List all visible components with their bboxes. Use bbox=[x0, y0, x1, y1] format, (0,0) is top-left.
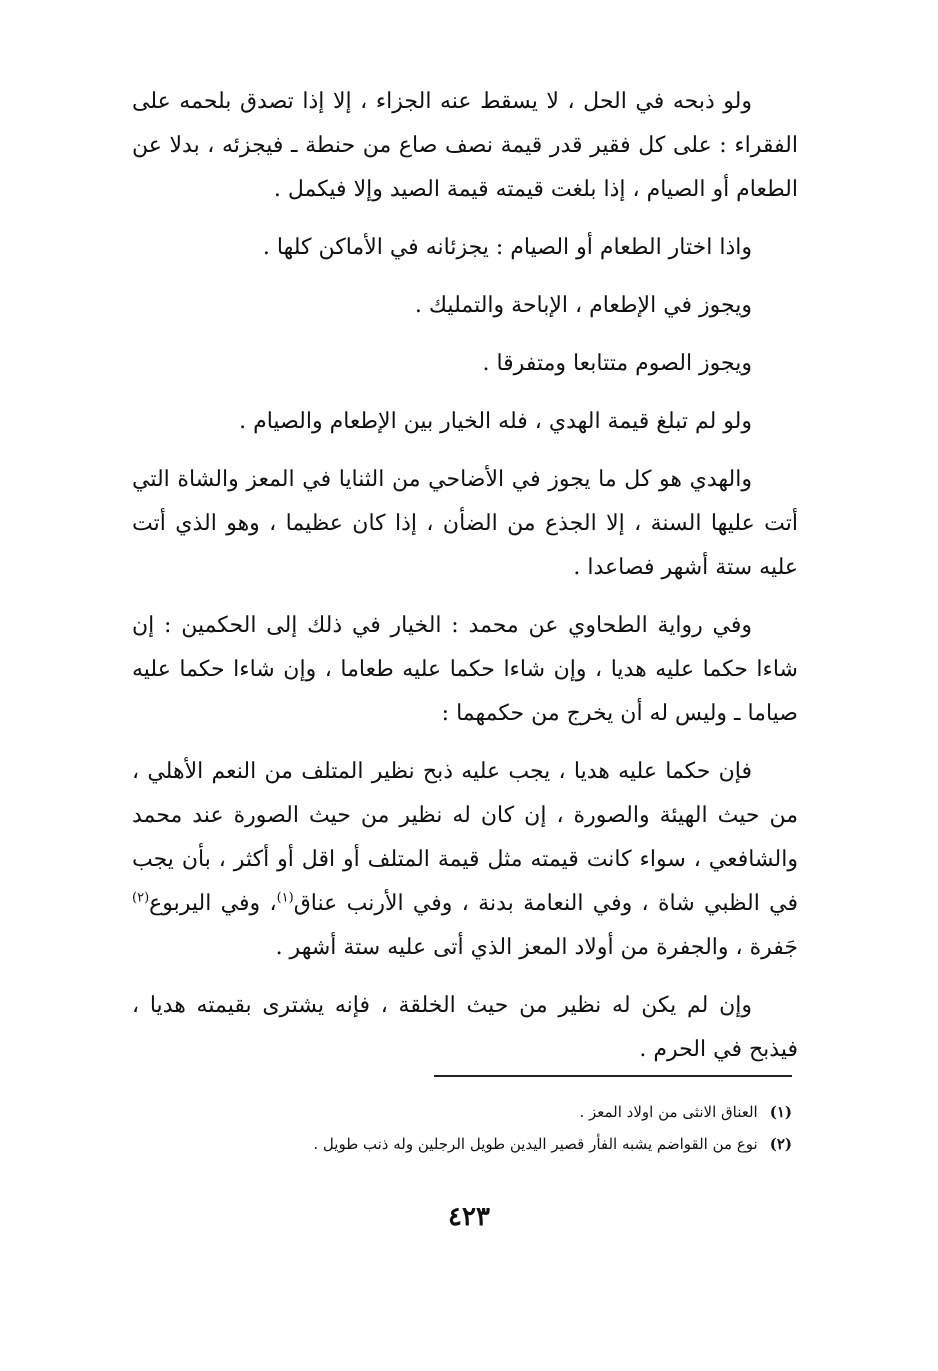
paragraph-9: وإن لم يكن له نظير من حيث الخلقة ، فإنه يشترى بقيمته هديا ، فيذبح في الحرم . bbox=[132, 993, 798, 1062]
paragraph-8 bbox=[132, 750, 798, 970]
footnote-divider bbox=[434, 1075, 792, 1077]
paragraph-1: ولو ذبحه في الحل ، لا يسقط عنه الجزاء ، إلا إذا تصدق بلحمه على الفقراء : على كل فقير قدر قيمة نصف صاع من حنطة ـ فيجزئه ، بدلا عن الطعام أو الصيام ، إذا بلغت قيمته قيمة الصيد وإلا فيكمل . bbox=[132, 89, 798, 202]
footnote-ref-2: (٢) bbox=[132, 890, 150, 906]
footnote-1 bbox=[300, 1096, 792, 1128]
paragraph-3: ويجوز في الإطعام ، الإباحة والتمليك . bbox=[414, 293, 752, 318]
footnote-ref-1: (١) bbox=[276, 890, 294, 906]
paragraph-8-end: جَفرة ، والجفرة من أولاد المعز الذي أتى عليه ستة أشهر . bbox=[275, 935, 798, 960]
footnote-number: (٢) bbox=[769, 1135, 792, 1153]
paragraph-8-mid: ، وفي اليربوع bbox=[149, 891, 277, 916]
main-text bbox=[132, 80, 798, 1086]
paragraph-5: ولو لم تبلغ قيمة الهدي ، فله الخيار بين الإطعام والصيام . bbox=[239, 409, 752, 434]
paragraph-8-main: فإن حكما عليه هديا ، يجب عليه ذبح نظير المتلف من النعم الأهلي ، من حيث الهيئة والصورة ، إن كان له نظير من حيث الصورة عند محمد والشافعي ، سواء كانت قيمته مثل قيمة المتلف أو اقل أو أكثر ، بأن يجب في الظبي شاة ، وفي النعامة بدنة ، وفي الأرنب عناق bbox=[132, 759, 798, 916]
footnote-text: العناق الانثى من اولاد المعز . bbox=[579, 1103, 758, 1121]
page-number: ٤٢٣ bbox=[448, 1202, 490, 1232]
paragraph-4: ويجوز الصوم متتابعا ومتفرقا . bbox=[482, 351, 752, 376]
paragraph-7: وفي رواية الطحاوي عن محمد : الخيار في ذلك إلى الحكمين : إن شاءا حكما عليه هديا ، وإن شاءا حكما عليه طعاما ، وإن شاءا حكما عليه صياما ـ وليس له أن يخرج من حكمهما : bbox=[132, 613, 798, 726]
paragraph-2: واذا اختار الطعام أو الصيام : يجزئانه في الأماكن كلها . bbox=[262, 235, 752, 260]
footnotes bbox=[300, 1096, 792, 1160]
footnote-2 bbox=[300, 1128, 792, 1160]
footnote-number: (١) bbox=[769, 1103, 792, 1121]
footnote-text: نوع من القواضم يشبه الفأر قصير اليدين طويل الرجلين وله ذنب طويل . bbox=[313, 1135, 758, 1153]
paragraph-6: والهدي هو كل ما يجوز في الأضاحي من الثنايا في المعز والشاة التي أتت عليها السنة ، إلا الجذع من الضأن ، إذا كان عظيما ، وهو الذي أتت عليه ستة أشهر فصاعدا . bbox=[132, 467, 798, 580]
